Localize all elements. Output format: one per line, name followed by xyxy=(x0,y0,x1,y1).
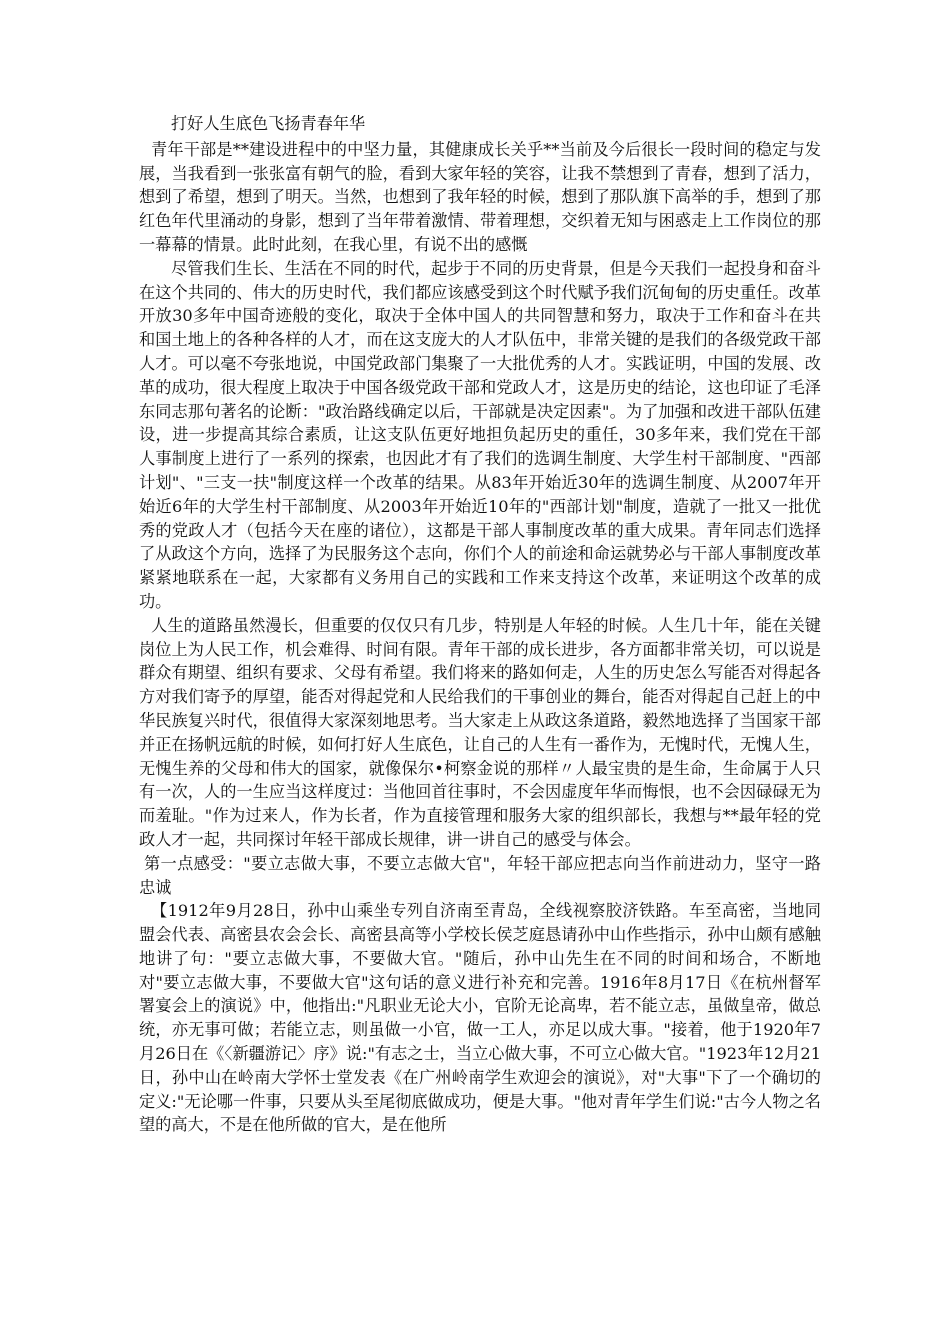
document-title: 打好人生底色飞扬青春年华 xyxy=(171,114,366,133)
paragraph-life-path: 人生的道路虽然漫长，但重要的仅仅只有几步，特别是人年轻的时候。人生几十年，能在关键岗位上为人民工作，机会难得、时间有限。青年干部的成长进步，各方面都非常关切，可以说是群众有期望、组织有要求、父母有希望。我们将来的路如何走，人生的历史怎么写能否对得起各方对我们寄予的厚望，能否对得起党和人民给我们的干事创业的舞台，能否对得起自己赶上的中华民族复兴时代，很值得大家深刻地思考。当大家走上从政这条道路，毅然地选择了当国家干部并正在扬帆远航的时候，如何打好人生底色，让自己的人生有一番作为，无愧时代，无愧人生，无愧生养的父母和伟大的国家，就像保尔•柯察金说的那样〃人最宝贵的是生命，生命属于人只有一次，人的一生应当这样度过：当他回首往事时，不会因虚度年华而悔恨，也不会因碌碌无为而羞耻。"作为过来人，作为长者，作为直接管理和服务大家的组织部长，我想与**最年轻的党政人才一起，共同探讨年轻干部成长规律，讲一讲自己的感受与体会。 xyxy=(139,615,821,849)
paragraph-intro: 青年干部是**建设进程中的中坚力量，其健康成长关乎**当前及今后很长一段时间的稳定与发展，当我看到一张张富有朝气的脸，看到大家年轻的笑容，让我不禁想到了青春，想到了活力，想到了希望，想到了明天。当然，也想到了我年轻的时候，想到了那队旗下高举的手，想到了那红色年代里涌动的身影，想到了当年带着激情、带着理想，交织着无知与困惑走上工作岗位的那一幕幕的情景。此时此刻，在我心里，有说不出的感慨 xyxy=(139,139,821,254)
paragraph-era: 尽管我们生长、生活在不同的时代，起步于不同的历史背景，但是今天我们一起投身和奋斗在这个共同的、伟大的历史时代，我们都应该感受到这个时代赋予我们沉甸甸的历史重任。改革开放30多年中国奇迹般的变化，取决于全体中国人的共同智慧和努力，取决于工作和奋斗在共和国土地上的各种各样的人才，而在这支庞大的人才队伍中，非常关键的是我们的各级党政干部人才。可以毫不夸张地说，中国党政部门集聚了一大批优秀的人才。实践证明，中国的发展、改革的成功，很大程度上取决于中国各级党政干部和党政人才，这是历史的结论，这也印证了毛泽东同志那句著名的论断："政治路线确定以后，干部就是决定因素"。为了加强和改进干部队伍建设，进一步提高其综合素质，让这支队伍更好地担负起历史的重任，30多年来，我们党在干部人事制度上进行了一系列的探索，也因此才有了我们的选调生制度、大学生村干部制度、"西部计划"、"三支一扶"制度这样一个改革的结果。从83年开始近30年的选调生制度、从2007年开始近6年的大学生村干部制度、从2003年开始近10年的"西部计划"制度，造就了一批又一批优秀的党政人才（包括今天在座的诸位），这都是干部人事制度改革的重大成果。青年同志们选择了从政这个方向，选择了为民服务这个志向，你们个人的前途和命运就势必与干部人事制度改革紧紧地联系在一起，大家都有义务用自己的实践和工作来支持这个改革，来证明这个改革的成功。 xyxy=(139,258,821,611)
document-body xyxy=(139,112,821,1137)
paragraph-sun-yat-sen: 【1912年9月28日，孙中山乘坐专列自济南至青岛，全线视察胶济铁路。车至高密，当地同盟会代表、高密县农会会长、高密县高等小学校长侯芝庭恳请孙中山作些指示，孙中山颇有感触地讲了句："要立志做大事，不要做大官。"随后，孙中山先生在不同的时间和场合，不断地对"要立志做大事，不要做大官"这句话的意义进行补充和完善。1916年8月17日《在杭州督军署宴会上的演说》中，他指出:"凡职业无论大小，官阶无论高卑，若不能立志，虽做皇帝，做总统，亦无事可做；若能立志，则虽做一小官，做一工人，亦足以成大事。"接着，他于1920年7月26日在《〈新疆游记〉序》说:"有志之士，当立心做大事，不可立心做大官。"1923年12月21日，孙中山在岭南大学怀士堂发表《在广州岭南学生欢迎会的演说》，对"大事"下了一个确切的定义:"无论哪一件事，只要从头至尾彻底做成功，便是大事。"他对青年学生们说:"古今人物之名望的高大，不是在他所做的官大，是在他所 xyxy=(139,901,821,1135)
section-heading-first-point: 第一点感受："要立志做大事，不要立志做大官"，年轻干部应把志向当作前进动力，坚守一路忠诚 xyxy=(139,853,821,897)
